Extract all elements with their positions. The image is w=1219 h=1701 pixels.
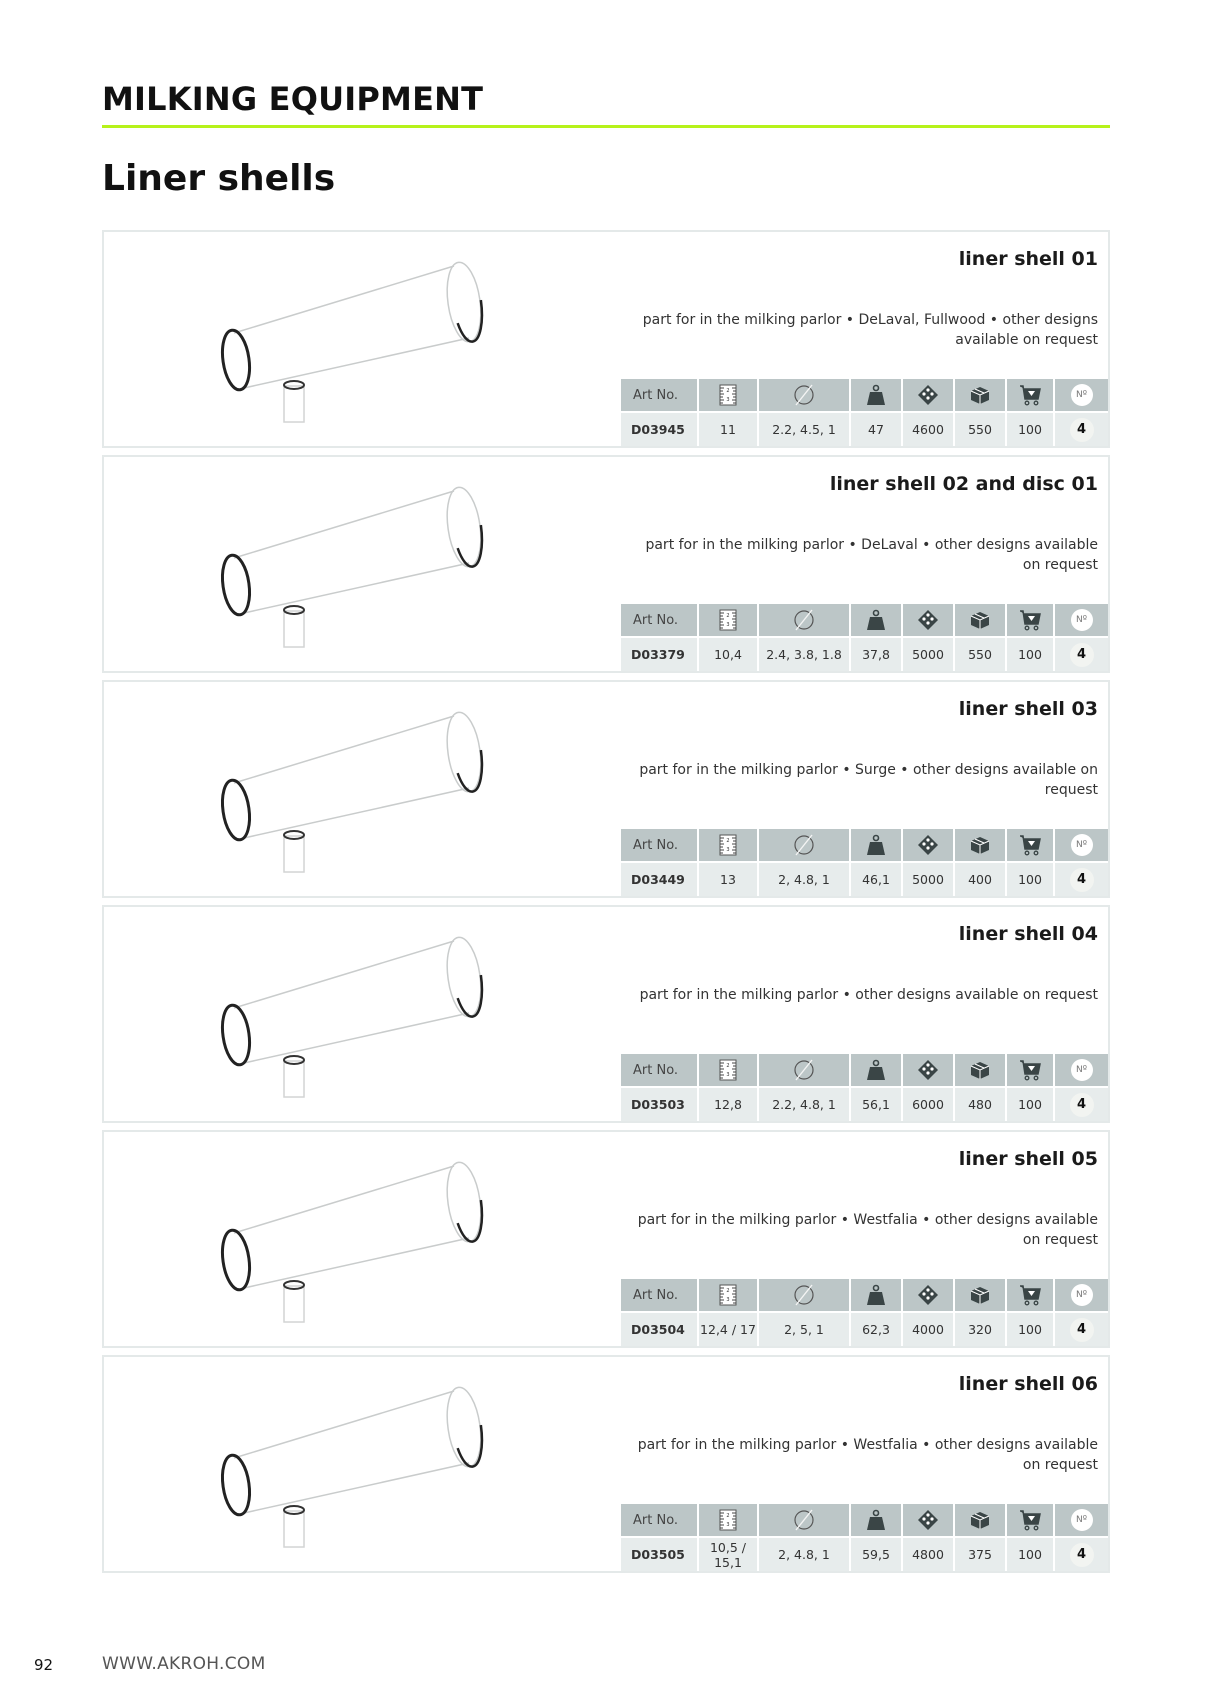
- svg-text:2: 2: [726, 1513, 730, 1519]
- number-badge-icon: Nº: [1071, 1509, 1093, 1531]
- qty-value-cell: [1055, 863, 1108, 896]
- box-units-icon: [969, 834, 991, 856]
- number-col-header: [1055, 1054, 1108, 1088]
- length-ruler-icon: [719, 384, 737, 406]
- diameter-icon: [792, 383, 816, 407]
- weight-col-header: [851, 829, 903, 863]
- pallet-value: 4800: [903, 1538, 955, 1571]
- diameter-col-header: [759, 1279, 851, 1313]
- order-cart-icon: [1019, 834, 1041, 856]
- order-col-header: [1007, 1279, 1055, 1313]
- spec-header-row: [621, 1504, 1108, 1538]
- box-value: 550: [955, 413, 1007, 446]
- product-card: [102, 1355, 1110, 1573]
- number-col-header: [1055, 1504, 1108, 1538]
- pallet-col-header: [903, 1054, 955, 1088]
- product-image: [124, 238, 624, 442]
- box-col-header: [955, 604, 1007, 638]
- spec-table: [621, 604, 1108, 671]
- box-col-header: [955, 1279, 1007, 1313]
- pallet-col-header: [903, 1279, 955, 1313]
- art-no-value: D03503: [621, 1088, 699, 1121]
- qty-badge: 4: [1070, 643, 1094, 667]
- box-units-icon: [969, 384, 991, 406]
- weight-icon: [865, 1509, 887, 1531]
- diameter-icon: [792, 833, 816, 857]
- svg-text:2: 2: [726, 838, 730, 844]
- length-value: 10,4: [699, 638, 759, 671]
- box-units-icon: [969, 1284, 991, 1306]
- number-badge-icon: Nº: [1071, 1284, 1093, 1306]
- liner-shell-illustration: [124, 238, 624, 442]
- number-col-header: [1055, 829, 1108, 863]
- spec-value-row: [621, 1088, 1108, 1121]
- liner-shell-illustration: [124, 913, 624, 1117]
- spec-value-row: [621, 863, 1108, 896]
- weight-icon: [865, 1284, 887, 1306]
- number-col-header: [1055, 604, 1108, 638]
- pallet-units-icon: [917, 609, 939, 631]
- diameter-icon: [792, 1058, 816, 1082]
- qty-value-cell: [1055, 413, 1108, 446]
- pallet-value: 4600: [903, 413, 955, 446]
- qty-value-cell: [1055, 638, 1108, 671]
- order-cart-icon: [1019, 1509, 1041, 1531]
- svg-text:2: 2: [726, 1288, 730, 1294]
- length-ruler-icon: [719, 1284, 737, 1306]
- pallet-col-header: [903, 1504, 955, 1538]
- order-col-header: [1007, 1504, 1055, 1538]
- section-rule: [102, 125, 1110, 128]
- product-description: part for in the milking parlor • DeLaval, Fullwood • other designs available on request: [642, 312, 1098, 348]
- art-no-value: D03449: [621, 863, 699, 896]
- product-image: [124, 913, 624, 1117]
- svg-text:2: 2: [726, 613, 730, 619]
- qty-value-cell: [1055, 1313, 1108, 1346]
- weight-value: 47: [851, 413, 903, 446]
- spec-value-row: [621, 638, 1108, 671]
- weight-col-header: [851, 1504, 903, 1538]
- product-description: part for in the milking parlor • Westfalia • other designs available on request: [637, 1437, 1098, 1473]
- pallet-value: 5000: [903, 863, 955, 896]
- diameter-icon: [792, 1508, 816, 1532]
- pallet-units-icon: [917, 1509, 939, 1531]
- art-no-header: Art No.: [621, 1504, 699, 1538]
- svg-text:3: 3: [726, 1072, 730, 1078]
- box-value: 375: [955, 1538, 1007, 1571]
- art-no-header: Art No.: [621, 1279, 699, 1313]
- diameter-value: 2, 4.8, 1: [759, 1538, 851, 1571]
- diameter-value: 2.2, 4.8, 1: [759, 1088, 851, 1121]
- length-ruler-icon: [719, 834, 737, 856]
- number-col-header: [1055, 1279, 1108, 1313]
- pallet-value: 5000: [903, 638, 955, 671]
- pallet-col-header: [903, 604, 955, 638]
- weight-col-header: [851, 1279, 903, 1313]
- order-value: 100: [1007, 638, 1055, 671]
- art-no-value: D03945: [621, 413, 699, 446]
- length-col-header: [699, 1504, 759, 1538]
- length-col-header: [699, 1279, 759, 1313]
- pallet-units-icon: [917, 384, 939, 406]
- order-col-header: [1007, 829, 1055, 863]
- diameter-col-header: [759, 829, 851, 863]
- spec-table: [621, 379, 1108, 446]
- diameter-col-header: [759, 1054, 851, 1088]
- svg-text:3: 3: [726, 397, 730, 403]
- product-title: liner shell 03: [958, 698, 1098, 720]
- weight-icon: [865, 384, 887, 406]
- product-description: part for in the milking parlor • DeLaval • other designs available on request: [645, 537, 1098, 573]
- number-badge-icon: Nº: [1071, 834, 1093, 856]
- spec-value-row: [621, 413, 1108, 446]
- product-image: [124, 688, 624, 892]
- diameter-value: 2, 5, 1: [759, 1313, 851, 1346]
- liner-shell-illustration: [124, 463, 624, 667]
- weight-icon: [865, 834, 887, 856]
- product-title: liner shell 02 and disc 01: [829, 473, 1098, 495]
- box-units-icon: [969, 609, 991, 631]
- svg-text:3: 3: [726, 847, 730, 853]
- page-number: 92: [34, 1656, 54, 1674]
- product-image: [124, 1138, 624, 1342]
- length-value: 12,4 / 17: [699, 1313, 759, 1346]
- art-no-value: D03504: [621, 1313, 699, 1346]
- diameter-value: 2, 4.8, 1: [759, 863, 851, 896]
- box-value: 550: [955, 638, 1007, 671]
- qty-badge: 4: [1070, 868, 1094, 892]
- diameter-icon: [792, 608, 816, 632]
- qty-badge: 4: [1070, 1543, 1094, 1567]
- spec-header-row: [621, 1279, 1108, 1313]
- product-title: liner shell 06: [958, 1373, 1098, 1395]
- spec-header-row: [621, 829, 1108, 863]
- diameter-col-header: [759, 1504, 851, 1538]
- section-title: MILKING EQUIPMENT: [102, 80, 484, 118]
- product-title: liner shell 01: [958, 248, 1098, 270]
- product-description: part for in the milking parlor • Surge • other designs available on request: [639, 762, 1098, 798]
- pallet-col-header: [903, 829, 955, 863]
- length-ruler-icon: [719, 609, 737, 631]
- box-value: 320: [955, 1313, 1007, 1346]
- length-col-header: [699, 1054, 759, 1088]
- svg-text:2: 2: [726, 388, 730, 394]
- box-col-header: [955, 379, 1007, 413]
- length-col-header: [699, 379, 759, 413]
- number-badge-icon: Nº: [1071, 384, 1093, 406]
- order-value: 100: [1007, 1088, 1055, 1121]
- weight-value: 56,1: [851, 1088, 903, 1121]
- product-list: [102, 230, 1110, 1580]
- number-badge-icon: Nº: [1071, 609, 1093, 631]
- product-description: part for in the milking parlor • other designs available on request: [639, 987, 1098, 1003]
- art-no-value: D03379: [621, 638, 699, 671]
- svg-text:3: 3: [726, 1522, 730, 1528]
- box-col-header: [955, 829, 1007, 863]
- product-image: [124, 463, 624, 667]
- svg-text:2: 2: [726, 1063, 730, 1069]
- box-units-icon: [969, 1059, 991, 1081]
- pallet-value: 4000: [903, 1313, 955, 1346]
- order-col-header: [1007, 379, 1055, 413]
- weight-col-header: [851, 604, 903, 638]
- spec-header-row: [621, 1054, 1108, 1088]
- order-value: 100: [1007, 413, 1055, 446]
- product-description: part for in the milking parlor • Westfalia • other designs available on request: [637, 1212, 1098, 1248]
- art-no-header: Art No.: [621, 1054, 699, 1088]
- art-no-value: D03505: [621, 1538, 699, 1571]
- length-value: 10,5 / 15,1: [699, 1538, 759, 1571]
- spec-header-row: [621, 604, 1108, 638]
- weight-value: 37,8: [851, 638, 903, 671]
- pallet-units-icon: [917, 834, 939, 856]
- liner-shell-illustration: [124, 688, 624, 892]
- weight-value: 46,1: [851, 863, 903, 896]
- pallet-value: 6000: [903, 1088, 955, 1121]
- order-cart-icon: [1019, 609, 1041, 631]
- svg-text:3: 3: [726, 622, 730, 628]
- length-ruler-icon: [719, 1059, 737, 1081]
- liner-shell-illustration: [124, 1363, 624, 1567]
- qty-badge: 4: [1070, 1093, 1094, 1117]
- weight-col-header: [851, 379, 903, 413]
- diameter-value: 2.4, 3.8, 1.8: [759, 638, 851, 671]
- product-image: [124, 1363, 624, 1567]
- length-value: 11: [699, 413, 759, 446]
- qty-value-cell: [1055, 1088, 1108, 1121]
- spec-header-row: [621, 379, 1108, 413]
- order-value: 100: [1007, 1538, 1055, 1571]
- svg-text:3: 3: [726, 1297, 730, 1303]
- website-link[interactable]: WWW.AKROH.COM: [102, 1654, 266, 1674]
- length-value: 12,8: [699, 1088, 759, 1121]
- qty-badge: 4: [1070, 1318, 1094, 1342]
- page-title: Liner shells: [102, 158, 336, 199]
- length-col-header: [699, 604, 759, 638]
- order-col-header: [1007, 604, 1055, 638]
- product-card: [102, 1130, 1110, 1348]
- box-units-icon: [969, 1509, 991, 1531]
- product-card: [102, 455, 1110, 673]
- product-card: [102, 680, 1110, 898]
- weight-col-header: [851, 1054, 903, 1088]
- length-value: 13: [699, 863, 759, 896]
- diameter-value: 2.2, 4.5, 1: [759, 413, 851, 446]
- spec-table: [621, 1054, 1108, 1121]
- box-col-header: [955, 1504, 1007, 1538]
- diameter-col-header: [759, 379, 851, 413]
- pallet-units-icon: [917, 1059, 939, 1081]
- weight-value: 59,5: [851, 1538, 903, 1571]
- pallet-col-header: [903, 379, 955, 413]
- order-value: 100: [1007, 1313, 1055, 1346]
- product-card: [102, 905, 1110, 1123]
- spec-table: [621, 1279, 1108, 1346]
- product-card: [102, 230, 1110, 448]
- length-ruler-icon: [719, 1509, 737, 1531]
- qty-value-cell: [1055, 1538, 1108, 1571]
- number-badge-icon: Nº: [1071, 1059, 1093, 1081]
- box-value: 400: [955, 863, 1007, 896]
- art-no-header: Art No.: [621, 604, 699, 638]
- box-col-header: [955, 1054, 1007, 1088]
- length-col-header: [699, 829, 759, 863]
- pallet-units-icon: [917, 1284, 939, 1306]
- qty-badge: 4: [1070, 418, 1094, 442]
- liner-shell-illustration: [124, 1138, 624, 1342]
- weight-icon: [865, 1059, 887, 1081]
- spec-value-row: [621, 1313, 1108, 1346]
- spec-table: [621, 1504, 1108, 1571]
- order-value: 100: [1007, 863, 1055, 896]
- diameter-col-header: [759, 604, 851, 638]
- order-cart-icon: [1019, 1059, 1041, 1081]
- weight-icon: [865, 609, 887, 631]
- order-col-header: [1007, 1054, 1055, 1088]
- spec-table: [621, 829, 1108, 896]
- box-value: 480: [955, 1088, 1007, 1121]
- diameter-icon: [792, 1283, 816, 1307]
- art-no-header: Art No.: [621, 379, 699, 413]
- art-no-header: Art No.: [621, 829, 699, 863]
- order-cart-icon: [1019, 1284, 1041, 1306]
- product-title: liner shell 05: [958, 1148, 1098, 1170]
- number-col-header: [1055, 379, 1108, 413]
- order-cart-icon: [1019, 384, 1041, 406]
- product-title: liner shell 04: [958, 923, 1098, 945]
- spec-value-row: [621, 1538, 1108, 1571]
- weight-value: 62,3: [851, 1313, 903, 1346]
